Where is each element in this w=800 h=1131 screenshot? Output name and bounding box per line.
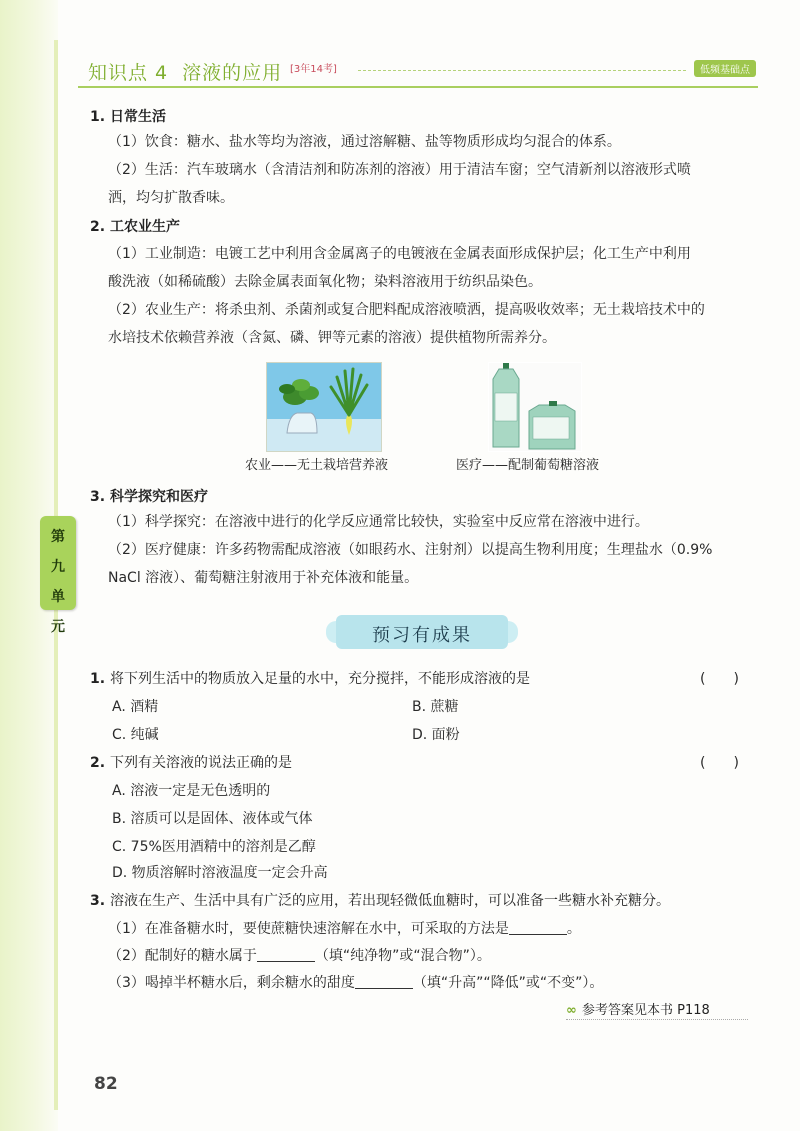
option-a: A. 酒精 bbox=[112, 699, 159, 715]
header-dashed-line bbox=[358, 70, 686, 71]
unit-tab-char: 元 bbox=[51, 619, 65, 635]
option-a: A. 溶液一定是无色透明的 bbox=[112, 783, 271, 799]
unit-tab bbox=[40, 516, 76, 635]
hydroponic-plants-photo bbox=[266, 362, 382, 452]
question-text: 溶液在生产、生活中具有广泛的应用，若出现轻微低血糖时，可以准备一些糖水补充糖分。 bbox=[110, 893, 670, 909]
knowledge-point-number: 知识点 4 bbox=[88, 62, 169, 84]
preview-banner bbox=[336, 615, 508, 649]
answer-paren: ( ) bbox=[700, 755, 739, 771]
option-d: D. 面粉 bbox=[412, 727, 460, 743]
section-number: 3. bbox=[90, 489, 106, 505]
question-3-stem bbox=[90, 890, 670, 910]
unit-tab-label bbox=[40, 528, 76, 636]
section-number: 2. bbox=[90, 219, 106, 235]
sub-question-text: （填“升高”“降低”或“不变”）。 bbox=[412, 975, 604, 991]
question-number: 3. bbox=[90, 893, 106, 909]
sub-question-text: （1）在准备糖水时，要使蔗糖快速溶解在水中，可采取的方法是 bbox=[108, 921, 509, 937]
answer-reference-text: 参考答案见本书 P118 bbox=[582, 1003, 710, 1018]
section-1-heading bbox=[90, 106, 166, 126]
paragraph-line: （2）生活：汽车玻璃水（含清洁剂和防冻剂的溶液）用于清洁车窗；空气清新剂以溶液形式喷 bbox=[108, 162, 691, 178]
answer-blank[interactable] bbox=[509, 920, 567, 935]
section-2-heading bbox=[90, 216, 180, 236]
sub-question-3 bbox=[108, 972, 603, 992]
answer-reference-underline bbox=[566, 1019, 748, 1020]
exam-count-tag: [3年14考] bbox=[290, 64, 337, 75]
answer-reference bbox=[566, 999, 710, 1018]
frequency-badge: 低频基础点 bbox=[694, 60, 756, 77]
question-2-stem bbox=[90, 752, 292, 772]
question-number: 1. bbox=[90, 671, 106, 687]
unit-tab-char: 第 bbox=[51, 529, 65, 545]
paragraph-line: NaCl 溶液）、葡萄糖注射液用于补充体液和能量。 bbox=[108, 570, 419, 586]
answer-blank[interactable] bbox=[355, 974, 413, 989]
figure-caption-left: 农业——无土栽培营养液 bbox=[245, 458, 389, 473]
header-underline bbox=[78, 86, 758, 88]
unit-tab-char: 单 bbox=[51, 589, 65, 605]
paragraph-line: （1）科学探究：在溶液中进行的化学反应通常比较快，实验室中反应常在溶液中进行。 bbox=[108, 514, 649, 530]
section-title: 科学探究和医疗 bbox=[110, 489, 208, 505]
section-title: 日常生活 bbox=[110, 109, 166, 125]
paragraph-line: （1）饮食：糖水、盐水等均为溶液，通过溶解糖、盐等物质形成均匀混合的体系。 bbox=[108, 134, 621, 150]
sub-question-1 bbox=[108, 918, 581, 938]
option-d: D. 物质溶解时溶液温度一定会升高 bbox=[112, 865, 328, 881]
answer-blank[interactable] bbox=[257, 947, 315, 962]
paragraph-line: （1）工业制造：电镀工艺中利用含金属离子的电镀液在金属表面形成保护层；化工生产中利用 bbox=[108, 246, 691, 262]
section-1-body bbox=[108, 128, 691, 212]
question-text: 下列有关溶液的说法正确的是 bbox=[110, 755, 292, 771]
sub-question-text: （填“纯净物”或“混合物”）。 bbox=[314, 948, 491, 964]
option-b: B. 蔗糖 bbox=[412, 699, 459, 715]
option-c: C. 75%医用酒精中的溶剂是乙醇 bbox=[112, 839, 316, 855]
option-b: B. 溶质可以是固体、液体或气体 bbox=[112, 811, 313, 827]
paragraph-line: 水培技术依赖营养液（含氮、磷、钾等元素的溶液）提供植物所需养分。 bbox=[108, 330, 556, 346]
option-c: C. 纯碱 bbox=[112, 727, 159, 743]
section-3-heading bbox=[90, 486, 208, 506]
link-icon: ∞ bbox=[566, 1003, 577, 1018]
section-number: 1. bbox=[90, 109, 106, 125]
question-number: 2. bbox=[90, 755, 106, 771]
paragraph-line: （2）医疗健康：许多药物需配成溶液（如眼药水、注射剂）以提高生物利用度；生理盐水（0.9% bbox=[108, 542, 713, 558]
sub-question-2 bbox=[108, 945, 491, 965]
knowledge-point-name: 溶液的应用 bbox=[182, 62, 283, 84]
question-1-stem bbox=[90, 668, 530, 688]
knowledge-point-header bbox=[78, 52, 758, 92]
page-number: 82 bbox=[94, 1074, 118, 1094]
section-title: 工农业生产 bbox=[110, 219, 180, 235]
figure-caption-right: 医疗——配制葡萄糖溶液 bbox=[456, 458, 600, 473]
paragraph-line: 酸洗液（如稀硫酸）去除金属表面氧化物；染料溶液用于纺织品染色。 bbox=[108, 274, 542, 290]
question-text: 将下列生活中的物质放入足量的水中，充分搅拌，不能形成溶液的是 bbox=[110, 671, 530, 687]
sub-question-text: （2）配制好的糖水属于 bbox=[108, 948, 257, 964]
unit-tab-char: 九 bbox=[51, 559, 65, 575]
section-2-body bbox=[108, 240, 705, 352]
preview-banner-title: 预习有成果 bbox=[372, 625, 472, 646]
knowledge-point-title bbox=[88, 58, 282, 85]
section-3-body bbox=[108, 508, 712, 592]
sub-question-text: 。 bbox=[566, 921, 581, 937]
paragraph-line: 洒，均匀扩散香味。 bbox=[108, 190, 234, 206]
glucose-bottles-photo bbox=[488, 362, 582, 452]
answer-paren: ( ) bbox=[700, 671, 739, 687]
sub-question-text: （3）喝掉半杯糖水后，剩余糖水的甜度 bbox=[108, 975, 355, 991]
paragraph-line: （2）农业生产：将杀虫剂、杀菌剂或复合肥料配成溶液喷洒，提高吸收效率；无土栽培技术中的 bbox=[108, 302, 705, 318]
